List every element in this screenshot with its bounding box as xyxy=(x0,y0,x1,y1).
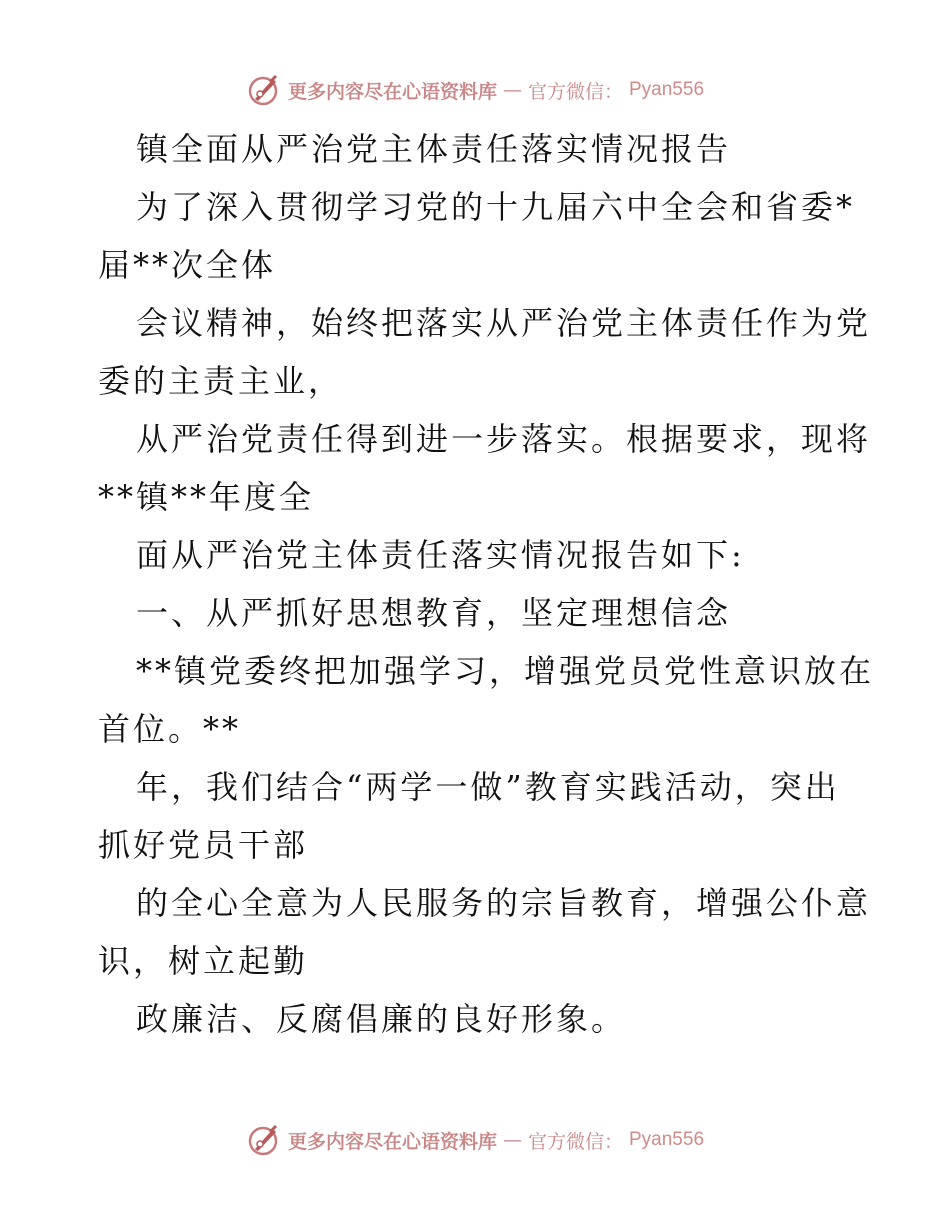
banner-separator: — xyxy=(502,1129,522,1151)
document-title: 镇全面从严治党主体责任落实情况报告 xyxy=(136,130,732,168)
paragraph-line: 届**次全体 xyxy=(98,246,277,284)
banner-separator: — xyxy=(502,79,522,101)
paragraph-line: 的全心全意为人民服务的宗旨教育，增强公仆意 xyxy=(136,884,872,922)
header-watermark-banner xyxy=(0,70,950,110)
section-heading: 一、从严抓好思想教育，坚定理想信念 xyxy=(136,594,732,632)
paragraph-line: 会议精神，始终把落实从严治党主体责任作为党 xyxy=(136,304,872,342)
banner-slogan: 更多内容尽在心语资料库 xyxy=(287,1130,497,1153)
paragraph-line: **镇**年度全 xyxy=(98,478,315,516)
paragraph-line: 为了深入贯彻学习党的十九届六中全会和省委* xyxy=(136,188,856,226)
document-body xyxy=(98,120,875,1048)
paragraph-line: 面从严治党主体责任落实情况报告如下: xyxy=(136,536,745,574)
banner-official-label: 官方微信： xyxy=(527,1130,623,1153)
paragraph-line: 从严治党责任得到进一步落实。根据要求，现将 xyxy=(136,420,872,458)
quill-seal-icon xyxy=(246,1122,282,1158)
paragraph-line: 年，我们结合“两学一做”教育实践活动，突出 xyxy=(136,768,840,806)
banner-wechat-id: Pyan556 xyxy=(629,1129,705,1150)
banner-slogan: 更多内容尽在心语资料库 xyxy=(287,80,497,103)
paragraph-line: 抓好党员干部 xyxy=(98,826,309,864)
paragraph-line: 委的主责主业， xyxy=(98,362,344,400)
paragraph-line: 政廉洁、反腐倡廉的良好形象。 xyxy=(136,1000,627,1038)
banner-official-label: 官方微信： xyxy=(527,80,623,103)
paragraph-line: 首位。** xyxy=(98,710,242,748)
paragraph-line: 识，树立起勤 xyxy=(98,942,309,980)
paragraph-line: **镇党委终把加强学习，增强党员党性意识放在 xyxy=(136,652,875,690)
footer-watermark-banner xyxy=(0,1120,950,1160)
banner-wechat-id: Pyan556 xyxy=(629,79,705,100)
quill-seal-icon xyxy=(246,72,282,108)
